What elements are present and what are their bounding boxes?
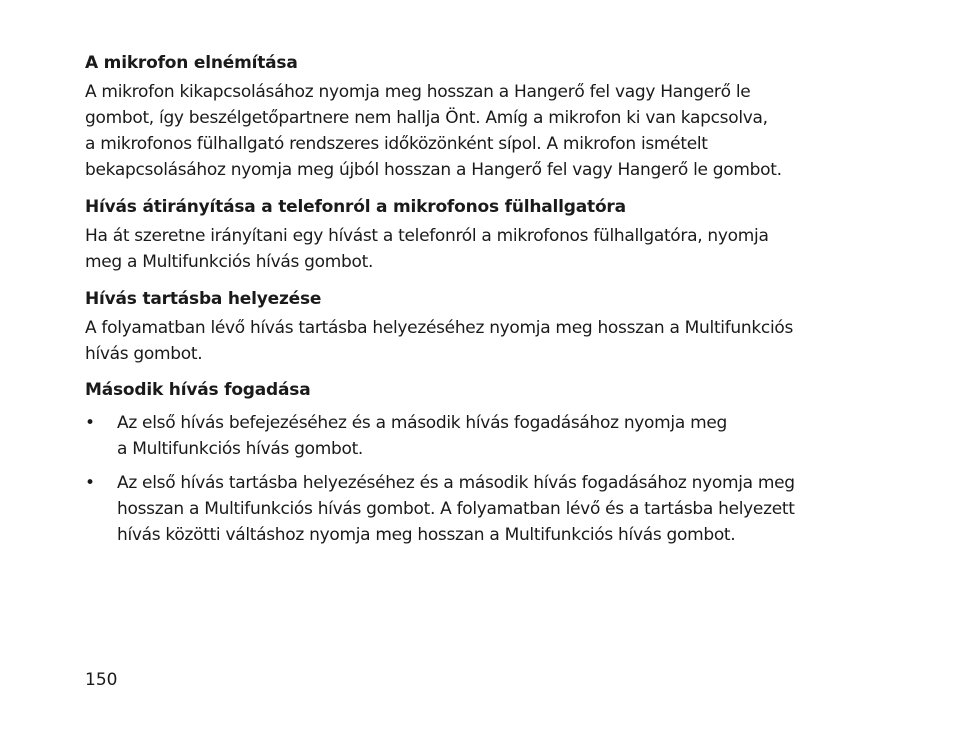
- section-paragraph: [85, 223, 875, 275]
- section-transfer-call: [85, 196, 875, 275]
- section-hold-call: [85, 288, 875, 367]
- bullet-list: [85, 410, 875, 548]
- page-number: 150: [85, 670, 118, 690]
- section-heading: Hívás tartásba helyezése: [85, 289, 322, 309]
- list-item-line: hosszan a Multifunkciós hívás gombot. A folyamatban lévő és a tartásba helyezett: [117, 499, 795, 519]
- paragraph-line: Ha át szeretne irányítani egy hívást a telefonról a mikrofonos fülhallgatóra, nyomja: [85, 226, 769, 246]
- paragraph-line: hívás gombot.: [85, 344, 203, 364]
- list-item-line: Az első hívás befejezéséhez és a második hívás fogadásához nyomja meg: [117, 413, 727, 433]
- section-second-call: [85, 379, 875, 548]
- section-heading: A mikrofon elnémítása: [85, 53, 298, 73]
- section-paragraph: [85, 315, 875, 367]
- paragraph-line: a mikrofonos fülhallgató rendszeres időközönként sípol. A mikrofon ismételt: [85, 134, 708, 154]
- list-item: [85, 410, 875, 462]
- list-item: [85, 470, 875, 548]
- section-paragraph: [85, 79, 875, 183]
- list-item-line: hívás közötti váltáshoz nyomja meg hosszan a Multifunkciós hívás gombot.: [117, 525, 736, 545]
- list-item-line: a Multifunkciós hívás gombot.: [117, 439, 364, 459]
- section-heading: Hívás átirányítása a telefonról a mikrofonos fülhallgatóra: [85, 197, 626, 217]
- bullet-icon: •: [85, 473, 95, 493]
- paragraph-line: meg a Multifunkciós hívás gombot.: [85, 252, 374, 272]
- section-heading: Második hívás fogadása: [85, 380, 311, 400]
- document-page: [85, 52, 875, 556]
- paragraph-line: gombot, így beszélgetőpartnere nem hallja Önt. Amíg a mikrofon ki van kapcsolva,: [85, 108, 768, 128]
- list-item-line: Az első hívás tartásba helyezéséhez és a második hívás fogadásához nyomja meg: [117, 473, 795, 493]
- section-mute-microphone: [85, 52, 875, 183]
- paragraph-line: bekapcsolásához nyomja meg újból hosszan a Hangerő fel vagy Hangerő le gombot.: [85, 160, 782, 180]
- paragraph-line: A mikrofon kikapcsolásához nyomja meg hosszan a Hangerő fel vagy Hangerő le: [85, 82, 751, 102]
- bullet-icon: •: [85, 413, 95, 433]
- paragraph-line: A folyamatban lévő hívás tartásba helyezéséhez nyomja meg hosszan a Multifunkciós: [85, 318, 794, 338]
